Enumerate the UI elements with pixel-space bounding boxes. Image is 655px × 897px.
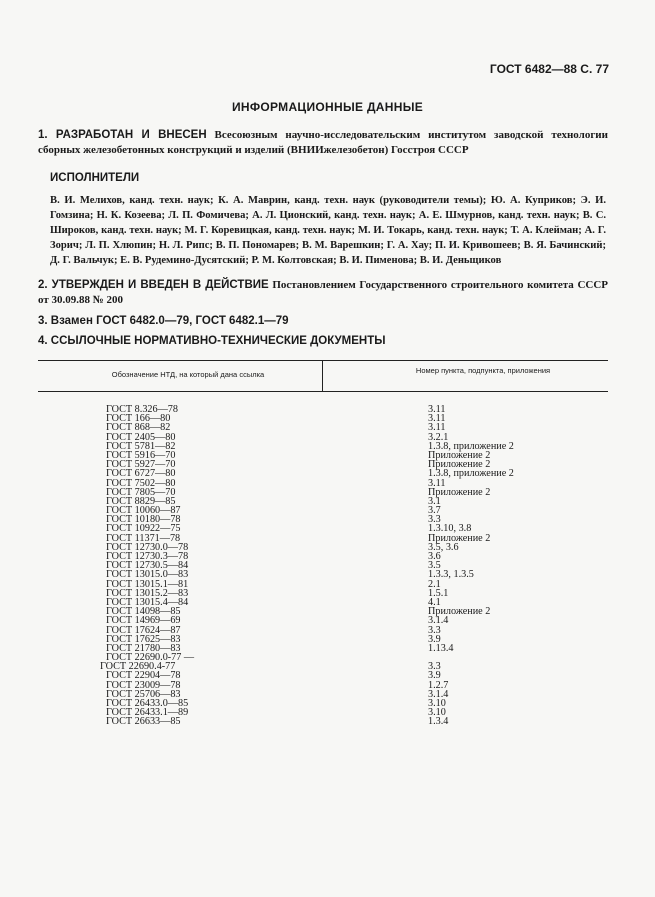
reference-item: 1.5.1 bbox=[428, 587, 449, 599]
reference-item: 1.3.3, 1.3.5 bbox=[428, 569, 474, 581]
section-developed bbox=[38, 128, 608, 158]
performers-list: В. И. Мелихов, канд. техн. наук; К. А. Маврин, канд. техн. наук (руководители темы); Ю. А. Куприков; Э. И. Гомзина; Н. К. Козеева; Л. П. Фомичева; А. Л. Ционский, канд. техн. наук; А. Е. Шмурнов, канд. техн. наук; В. С. Широков, канд. техн. наук; М. Г. Коревицкая, канд. техн. наук; М. И. Токарь, канд. техн. наук; Т. А. Клейман; А. Г. Зорич; Л. П. Хлюпин; Н. Л. Рипс; В. П. Пономарев; В. М. Варешкин; Г. А. Хау; П. И. Кривошеев; В. Я. Бачинский; Д. Г. Вальчук; Е. В. Рудемино-Дусятский; Р. М. Колтовская; В. И. Пименова; В. И. Деньщиков bbox=[50, 195, 606, 266]
reference-document: ГОСТ 11371—78 bbox=[106, 532, 181, 544]
reference-item: Приложение 2 bbox=[428, 606, 491, 618]
reference-document: ГОСТ 14969—69 bbox=[106, 615, 181, 627]
section-replaces-heading: 3. Взамен ГОСТ 6482.0—79, ГОСТ 6482.1—79 bbox=[38, 315, 289, 327]
references-table-body bbox=[38, 405, 608, 727]
reference-item: 1.3.8, приложение 2 bbox=[428, 468, 514, 480]
reference-document: ГОСТ 13015.2—83 bbox=[106, 587, 189, 599]
reference-item: 3.6 bbox=[428, 551, 441, 562]
reference-item: Приложение 2 bbox=[428, 449, 491, 461]
reference-item: 3.11 bbox=[428, 422, 446, 434]
reference-item: 3.11 bbox=[428, 477, 446, 489]
reference-document: ГОСТ 22690.0-77 — bbox=[106, 652, 195, 664]
reference-item: 2.1 bbox=[428, 578, 441, 590]
column-header-item: Номер пункта, подпункта, приложения bbox=[415, 366, 551, 375]
reference-item: Приложение 2 bbox=[428, 532, 491, 544]
references-table-header bbox=[38, 361, 608, 392]
reference-document: ГОСТ 12730.3—78 bbox=[106, 551, 189, 562]
reference-document: ГОСТ 26433.0—85 bbox=[106, 698, 189, 709]
reference-item: 3.7 bbox=[428, 505, 441, 517]
performers-heading: ИСПОЛНИТЕЛИ bbox=[50, 172, 140, 184]
reference-item: Приложение 2 bbox=[428, 486, 491, 498]
reference-item: 1.3.4 bbox=[428, 716, 449, 728]
section-references bbox=[38, 334, 608, 349]
reference-document: ГОСТ 6727—80 bbox=[106, 468, 176, 480]
reference-document: ГОСТ 12730.5—84 bbox=[106, 560, 189, 572]
reference-item: 3.10 bbox=[428, 707, 446, 719]
reference-document: ГОСТ 10060—87 bbox=[106, 505, 181, 517]
reference-item: 1.3.8, приложение 2 bbox=[428, 440, 514, 452]
reference-item: 1.13.4 bbox=[428, 642, 454, 654]
reference-document: ГОСТ 22690.4-77 bbox=[100, 661, 176, 673]
reference-document: ГОСТ 5781—82 bbox=[106, 440, 176, 452]
reference-item: 3.9 bbox=[428, 670, 441, 682]
reference-document: ГОСТ 7805—70 bbox=[106, 486, 176, 498]
reference-item: 1.3.10, 3.8 bbox=[428, 523, 472, 535]
reference-item: 3.1.4 bbox=[428, 615, 449, 627]
table-row bbox=[38, 717, 608, 726]
reference-document: ГОСТ 22904—78 bbox=[106, 670, 181, 682]
reference-item: 3.5, 3.6 bbox=[428, 541, 459, 553]
section-approved-heading: 2. УТВЕРЖДЕН И ВВЕДЕН В ДЕЙСТВИЕ bbox=[38, 279, 269, 291]
reference-document: ГОСТ 25706—83 bbox=[106, 688, 181, 700]
section-replaces bbox=[38, 314, 608, 329]
reference-item: 3.11 bbox=[428, 404, 446, 415]
reference-document: ГОСТ 2405—80 bbox=[106, 431, 176, 443]
reference-document: ГОСТ 17624—87 bbox=[106, 624, 181, 636]
reference-document: ГОСТ 5927—70 bbox=[106, 459, 176, 471]
reference-item: 3.10 bbox=[428, 698, 446, 709]
reference-document: ГОСТ 14098—85 bbox=[106, 606, 181, 618]
reference-document: ГОСТ 10922—75 bbox=[106, 523, 181, 535]
reference-document: ГОСТ 7502—80 bbox=[106, 477, 176, 489]
reference-item: 1.2.7 bbox=[428, 679, 449, 691]
reference-document: ГОСТ 23009—78 bbox=[106, 679, 181, 691]
document-title: ИНФОРМАЦИОННЫЕ ДАННЫЕ bbox=[231, 100, 424, 114]
reference-item: 3.2.1 bbox=[428, 431, 449, 443]
reference-document: ГОСТ 12730.0—78 bbox=[106, 541, 189, 553]
reference-item: 3.5 bbox=[428, 560, 441, 572]
page-header: ГОСТ 6482—88 С. 77 bbox=[489, 62, 609, 76]
reference-item: 3.3 bbox=[428, 514, 441, 526]
reference-document: ГОСТ 13015.1—81 bbox=[106, 578, 189, 590]
reference-document: ГОСТ 10180—78 bbox=[106, 514, 181, 526]
reference-document: ГОСТ 26433.1—89 bbox=[106, 707, 189, 719]
section-developed-text: Всесоюзным научно-исследовательским институтом заводской технологии сборных железобетонных конструкций и изделий (ВНИИжелезобетон) Госстроя СССР bbox=[38, 129, 608, 156]
reference-document: ГОСТ 166—80 bbox=[106, 413, 171, 425]
reference-item: 4.1 bbox=[428, 596, 441, 608]
reference-document: ГОСТ 5916—70 bbox=[106, 449, 176, 461]
reference-document: ГОСТ 13015.0—83 bbox=[106, 569, 189, 581]
reference-document: ГОСТ 26633—85 bbox=[106, 716, 181, 728]
column-divider bbox=[322, 361, 323, 391]
section-approved bbox=[38, 278, 608, 308]
reference-document: ГОСТ 868—82 bbox=[106, 422, 171, 434]
reference-document: ГОСТ 8829—85 bbox=[106, 495, 176, 507]
reference-document: ГОСТ 13015.4—84 bbox=[106, 596, 189, 608]
reference-item: Приложение 2 bbox=[428, 459, 491, 471]
reference-item: 3.1 bbox=[428, 495, 441, 507]
section-references-heading: 4. ССЫЛОЧНЫЕ НОРМАТИВНО-ТЕХНИЧЕСКИЕ ДОКУМЕНТЫ bbox=[38, 335, 386, 347]
reference-item: 3.1.4 bbox=[428, 688, 449, 700]
reference-item: 3.3 bbox=[428, 661, 441, 673]
reference-document: ГОСТ 8.326—78 bbox=[106, 404, 178, 415]
reference-item: 3.9 bbox=[428, 633, 441, 645]
references-table bbox=[38, 360, 608, 751]
reference-item: 3.3 bbox=[428, 624, 441, 636]
section-developed-heading: 1. РАЗРАБОТАН И ВНЕСЕН bbox=[38, 129, 207, 141]
reference-item: 3.11 bbox=[428, 413, 446, 425]
reference-document: ГОСТ 17625—83 bbox=[106, 633, 181, 645]
section-approved-text: Постановлением Государственного строительного комитета СССР от 30.09.88 № 200 bbox=[38, 279, 608, 306]
reference-document: ГОСТ 21780—83 bbox=[106, 642, 181, 654]
column-header-document: Обозначение НТД, на который дана ссылка bbox=[111, 370, 265, 379]
